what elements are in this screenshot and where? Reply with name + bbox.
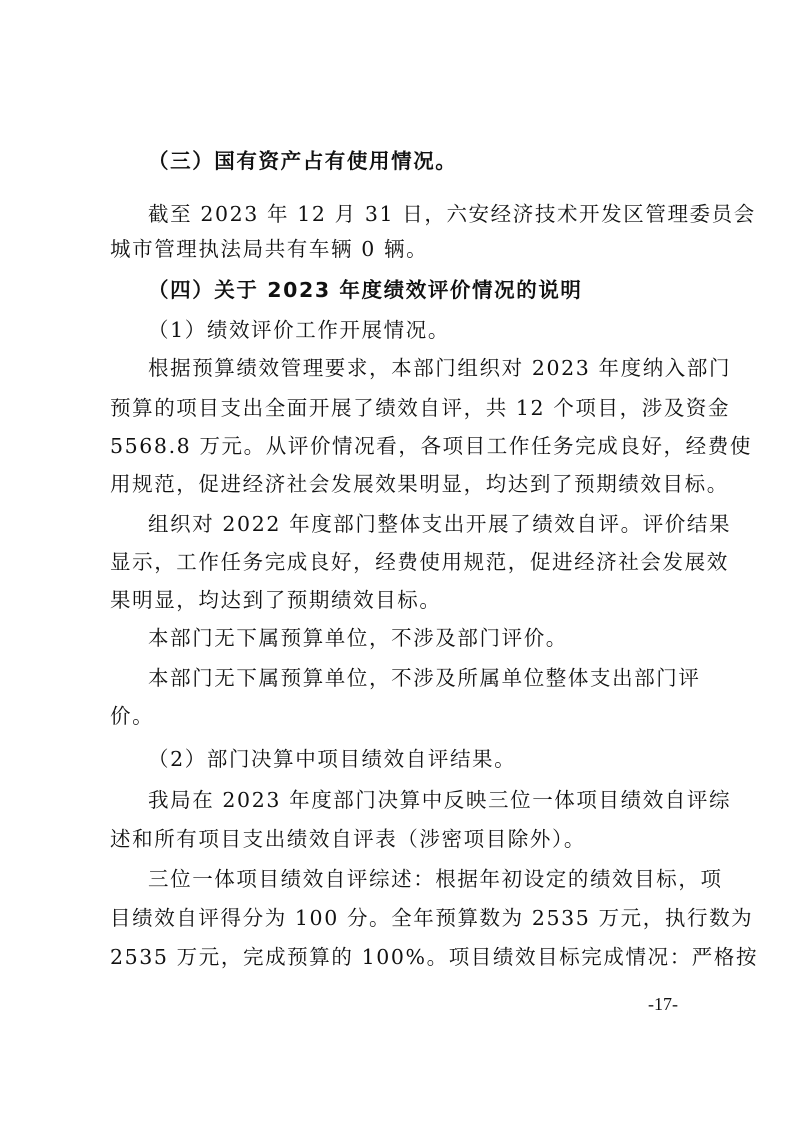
paragraph-line: 本部门无下属预算单位，不涉及部门评价。 [148, 626, 568, 650]
paragraph-line: 预算的项目支出全面开展了绩效自评，共 12 个项目，涉及资金 [110, 396, 731, 420]
paragraph-line: 本部门无下属预算单位，不涉及所属单位整体支出部门评 [148, 666, 701, 690]
section-heading-assets: （三）国有资产占有使用情况。 [148, 149, 458, 173]
paragraph-line: 三位一体项目绩效自评综述：根据年初设定的绩效目标，项 [148, 867, 723, 891]
section-heading-performance: （四）关于 2023 年度绩效评价情况的说明 [148, 278, 583, 302]
paragraph-line: 述和所有项目支出绩效自评表（涉密项目除外）。 [110, 827, 586, 851]
subsection-heading-2: （2）部门决算中项目绩效自评结果。 [148, 747, 517, 771]
paragraph-line: 我局在 2023 年度部门决算中反映三位一体项目绩效自评综 [148, 788, 732, 812]
paragraph-line: 价。 [110, 704, 155, 728]
paragraph-line: 根据预算绩效管理要求，本部门组织对 2023 年度纳入部门 [148, 356, 732, 380]
paragraph-line: 显示，工作任务完成良好，经费使用规范，促进经济社会发展效 [110, 550, 729, 574]
paragraph-line: 截至 2023 年 12 月 31 日，六安经济技术开发区管理委员会 [148, 202, 756, 226]
paragraph-line: 用规范，促进经济社会发展效果明显，均达到了预期绩效目标。 [110, 472, 729, 496]
paragraph-line: 城市管理执法局共有车辆 0 辆。 [110, 237, 429, 261]
paragraph-line: 5568.8 万元。从评价情况看，各项目工作任务完成良好，经费使 [110, 434, 752, 458]
page-number: -17- [648, 994, 678, 1014]
paragraph-line: 2535 万元，完成预算的 100%。项目绩效目标完成情况：严格按 [110, 945, 759, 969]
paragraph-line: 果明显，均达到了预期绩效目标。 [110, 588, 442, 612]
paragraph-line: 组织对 2022 年度部门整体支出开展了绩效自评。评价结果 [148, 512, 732, 536]
subsection-heading-1: （1）绩效评价工作开展情况。 [148, 318, 450, 342]
paragraph-line: 目绩效自评得分为 100 分。全年预算数为 2535 万元，执行数为 [110, 906, 754, 930]
